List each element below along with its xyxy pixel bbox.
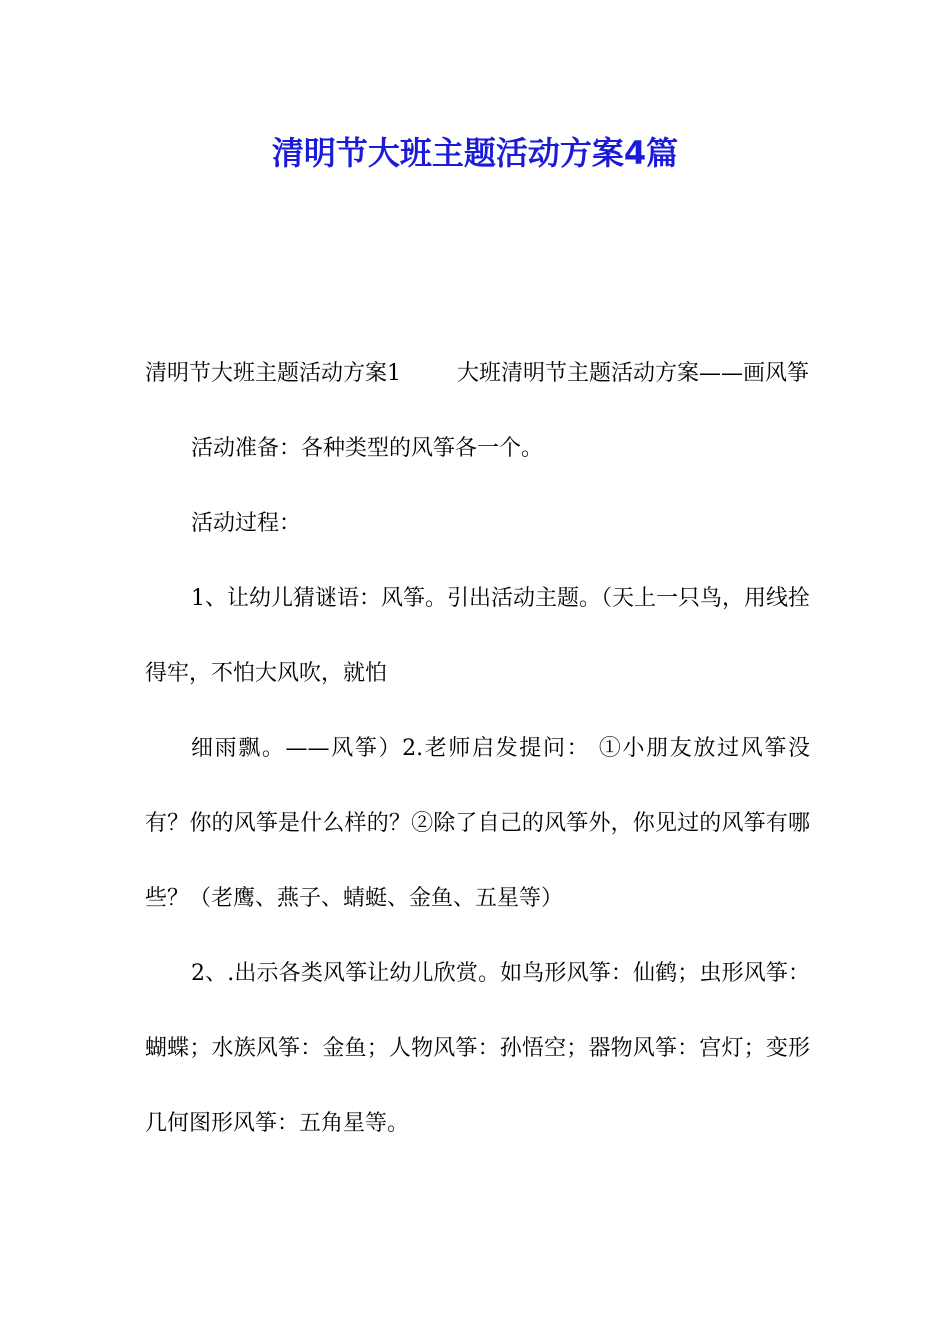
document-body xyxy=(145,336,810,1161)
section-heading: 清明节大班主题活动方案1 xyxy=(145,361,401,386)
paragraph-kite-types: 2、.出示各类风筝让幼儿欣赏。如鸟形风筝：仙鹤；虫形风筝：蝴蝶；水族风筝：金鱼；人物风筝：孙悟空；器物风筝：宫灯；变形几何图形风筝：五角星等。 xyxy=(145,961,810,1136)
paragraph-questions: 细雨飘。——风筝）2.老师启发提问： ①小朋友放过风筝没有？你的风筝是什么样的？②除了自己的风筝外，你见过的风筝有哪些？（老鹰、燕子、蜻蜓、金鱼、五星等） xyxy=(145,736,810,911)
paragraph-riddle: 1、让幼儿猜谜语：风筝。引出活动主题。（天上一只鸟，用线拴得牢，不怕大风吹，就怕 xyxy=(145,586,810,686)
paragraph-process-heading: 活动过程： xyxy=(191,511,302,536)
document-title: 清明节大班主题活动方案4篇 xyxy=(271,134,679,172)
intro-paragraph xyxy=(145,336,810,411)
paragraph-preparation: 活动准备：各种类型的风筝各一个。 xyxy=(191,436,544,461)
section-subtitle: 大班清明节主题活动方案——画风筝 xyxy=(457,361,810,386)
